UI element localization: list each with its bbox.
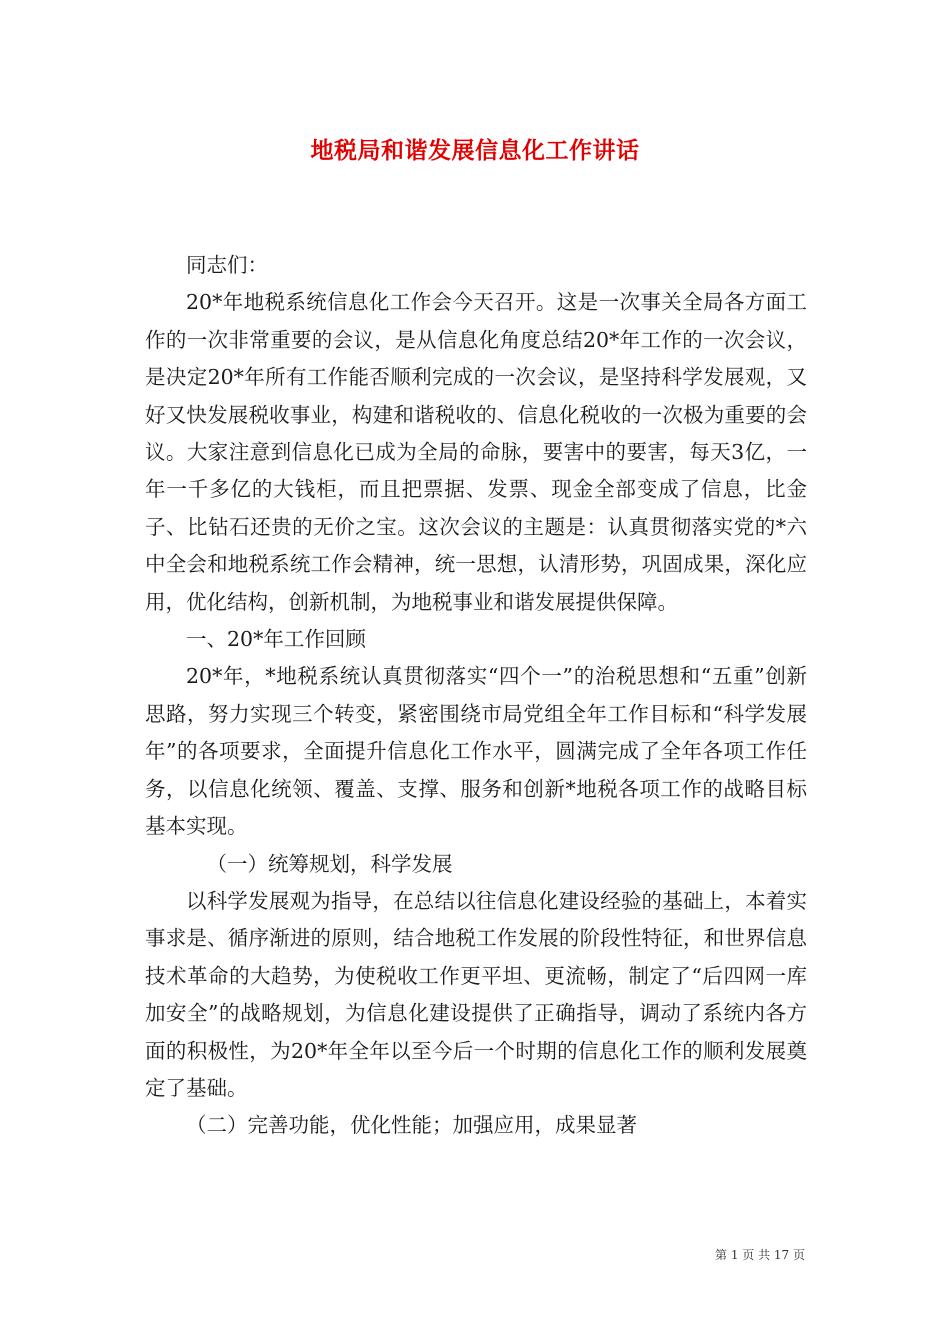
document-title: 地税局和谐发展信息化工作讲话 bbox=[310, 137, 640, 164]
document-body bbox=[145, 247, 807, 1145]
section-heading-review: 一、20*年工作回顾 bbox=[186, 627, 366, 652]
intro-paragraph: 20*年地税系统信息化工作会今天召开。这是一次事关全局各方面工作的一次非常重要的会议，是从信息化角度总结20*年工作的一次会议，是决定20*年所有工作能否顺利完成的一次会议，是坚持科学发展观，又好又快发展税收事业，构建和谐税收的、信息化税收的一次极为重要的会议。大家注意到信息化已成为全局的命脉，要害中的要害，每天3亿，一年一千多亿的大钱柜，而且把票据、发票、现金全部变成了信息，比金子、比钻石还贵的无价之宝。这次会议的主题是：认真贯彻落实党的*六中全会和地税系统工作会精神，统一思想，认清形势，巩固成果，深化应用，优化结构，创新机制，为地税事业和谐发展提供保障。 bbox=[145, 290, 807, 614]
subsection-heading-1: （一）统筹规划，科学发展 bbox=[206, 851, 453, 876]
review-paragraph: 20*年，*地税系统认真贯彻落实“四个一”的治税思想和“五重”创新思路，努力实现三个转变，紧密围绕市局党组全年工作目标和“科学发展年”的各项要求，全面提升信息化工作水平，圆满完成了全年各项工作任务，以信息化统领、覆盖、支撑、服务和创新*地税各项工作的战略目标基本实现。 bbox=[145, 664, 807, 839]
salutation-paragraph: 同志们： bbox=[186, 253, 268, 277]
planning-paragraph: 以科学发展观为指导，在总结以往信息化建设经验的基础上，本着实事求是、循序渐进的原则，结合地税工作发展的阶段性特征，和世界信息技术革命的大趋势，为使税收工作更平坦、更流畅，制定了“后四网一库加安全”的战略规划，为信息化建设提供了正确指导，调动了系统内各方面的积极性，为20*年全年以至今后一个时期的信息化工作的顺利发展奠定了基础。 bbox=[145, 888, 807, 1100]
subsection-heading-2: （二）完善功能，优化性能；加强应用，成果显著 bbox=[186, 1113, 637, 1138]
page-number-footer: 第 1 页 共 17 页 bbox=[715, 1248, 805, 1262]
